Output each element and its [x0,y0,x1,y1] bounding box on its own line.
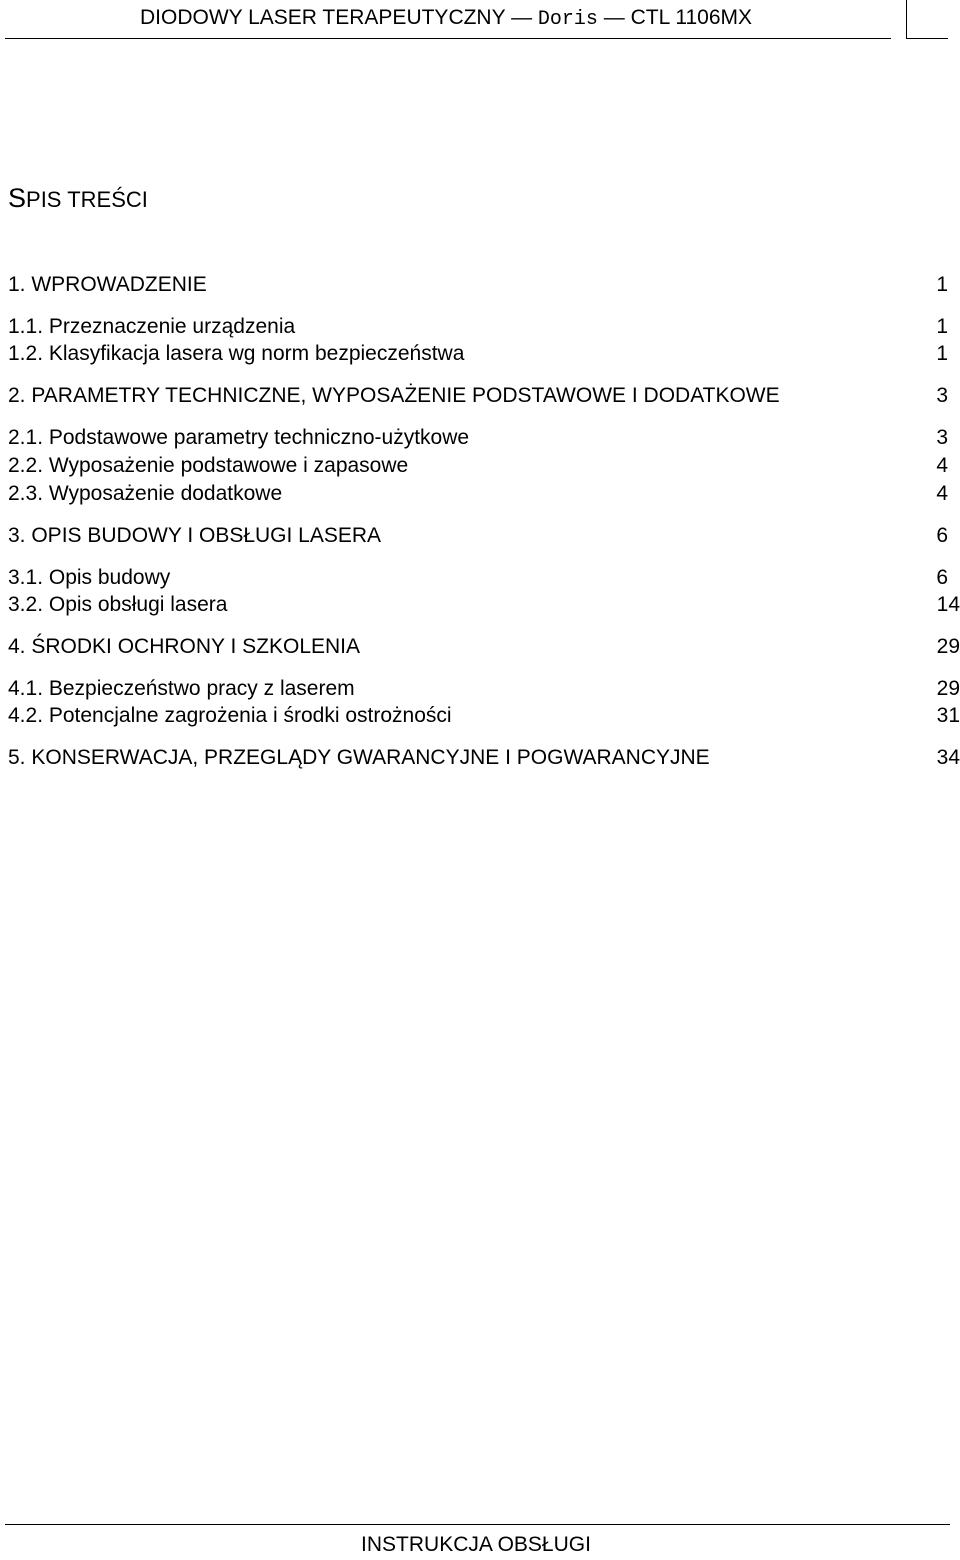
toc-entry-page: 4 [936,454,948,477]
toc-entry-page: 29 [936,677,960,700]
toc-entry-page: 4 [936,482,948,505]
toc-entry[interactable] [0,522,960,550]
toc-entry[interactable] [0,382,960,410]
toc-entry[interactable] [0,744,960,772]
toc-entry[interactable] [0,702,960,730]
toc-heading [8,182,148,216]
toc-heading-rest: PIS TREŚCI [26,187,148,212]
footer-text: INSTRUKCJA OBSŁUGI [361,1533,591,1556]
toc-entry-label: 2.2. Wyposażenie podstawowe i zapasowe [8,454,409,477]
toc-entry[interactable] [0,424,960,452]
header-rule [5,38,891,39]
toc-entry-page: 14 [936,593,960,616]
toc-entry-page: 31 [936,704,960,727]
page-header [0,0,960,42]
toc-entry-label: 3. OPIS BUDOWY I OBSŁUGI LASERA [8,524,382,547]
toc-entry[interactable] [0,564,960,592]
footer-rule [5,1524,950,1525]
toc-heading-initial: S [8,183,27,213]
header-title-right: — CTL 1106MX [603,6,753,29]
toc-entry-label: 3.1. Opis budowy [8,566,171,589]
toc-entry[interactable] [0,633,960,661]
toc-entry-label: 5. KONSERWACJA, PRZEGLĄDY GWARANCYJNE I POGWARANCYJNE [8,746,710,769]
toc-entry[interactable] [0,675,960,703]
toc-entry-page: 6 [936,524,948,547]
header-divider [906,0,907,39]
header-rule-right [906,38,948,39]
toc-entry-page: 29 [936,635,960,658]
toc-entry-label: 2.3. Wyposażenie dodatkowe [8,482,283,505]
toc-entry-page: 34 [936,746,960,769]
toc-entry-label: 1.1. Przeznaczenie urządzenia [8,315,296,338]
toc-entry-label: 4. ŚRODKI OCHRONY I SZKOLENIA [8,635,361,658]
toc-entry-label: 4.2. Potencjalne zagrożenia i środki ostrożności [8,704,452,727]
toc-entry-page: 1 [936,342,948,365]
toc-entry[interactable] [0,452,960,480]
toc-entry[interactable] [0,313,960,341]
toc-entry[interactable] [0,271,960,299]
header-title-product: Doris [537,8,598,31]
toc-entry-label: 2.1. Podstawowe parametry techniczno-użytkowe [8,426,470,449]
toc-entry-page: 1 [936,273,948,296]
toc-entry-page: 3 [936,426,948,449]
header-title-left: DIODOWY LASER TERAPEUTYCZNY — [139,6,533,29]
header-title [0,6,892,32]
toc-entry-label: 1. WPROWADZENIE [8,273,207,296]
toc-entry-label: 4.1. Bezpieczeństwo pracy z laserem [8,677,355,700]
toc-entry-page: 1 [936,315,948,338]
toc-entry-page: 3 [936,384,948,407]
toc-entry-label: 3.2. Opis obsługi lasera [8,593,228,616]
toc-entry-page: 6 [936,566,948,589]
toc-entry[interactable] [0,480,960,508]
toc-entry[interactable] [0,591,960,619]
toc-entry-label: 1.2. Klasyfikacja lasera wg norm bezpieczeństwa [8,342,465,365]
toc-entry-label: 2. PARAMETRY TECHNICZNE, WYPOSAŻENIE PODSTAWOWE I DODATKOWE [8,384,780,407]
toc-entry[interactable] [0,340,960,368]
